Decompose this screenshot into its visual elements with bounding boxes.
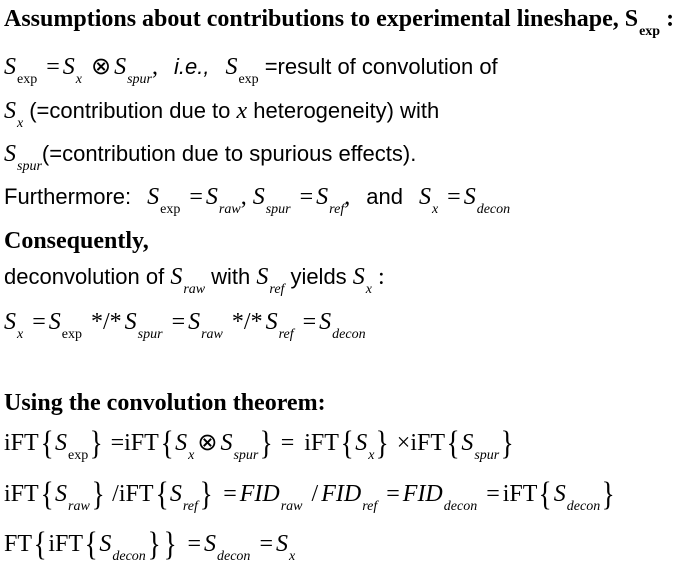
sub-raw: raw: [68, 499, 90, 514]
sub-raw: raw: [201, 327, 223, 342]
result-text: =result of convolution of: [264, 54, 498, 79]
sub-x: x: [17, 327, 24, 342]
sub-ref: ref: [269, 282, 285, 297]
equals-sign: =: [280, 430, 295, 456]
inverse-ft: iFT: [304, 430, 339, 456]
sub-x: x: [431, 202, 439, 217]
contribution-x-line: [4, 96, 440, 131]
symbol-s: S: [256, 264, 269, 290]
equals-sign: =: [447, 184, 461, 210]
division-slash: /: [112, 481, 119, 507]
deconvolution-operator: */*: [90, 309, 122, 335]
sub-spur: spur: [233, 448, 259, 463]
heading-subscript: exp: [639, 24, 661, 39]
sub-ref: ref: [329, 202, 345, 217]
with-text: with: [211, 264, 257, 289]
symbol-s: S: [99, 531, 112, 557]
sub-x: x: [368, 448, 375, 463]
symbol-s: S: [355, 430, 368, 456]
sub-decon: decon: [112, 549, 146, 564]
consequently-heading: Consequently,: [4, 228, 149, 254]
symbol-s: S: [4, 141, 16, 167]
inverse-ft: iFT: [4, 481, 39, 507]
symbol-s: S: [48, 309, 61, 335]
colon: :: [378, 264, 385, 290]
sub-exp: exp: [238, 72, 259, 87]
theorem-equation-2: $iFT\{S_{raw}\} /iFT\{S_{ref}\} = FID_{raw} / FID_{ref} = FID_{decon} = iFT\{S_{decon}\}$: [4, 476, 615, 514]
sub-raw: raw: [183, 282, 206, 297]
symbol-s: S: [4, 309, 16, 335]
heading-colon: :: [660, 6, 675, 32]
symbol-s: S: [170, 264, 183, 290]
sub-x: x: [188, 448, 195, 463]
variable-x: x: [236, 98, 248, 124]
times-sign: ×: [396, 430, 411, 456]
comma: ,: [152, 54, 158, 80]
symbol-s: S: [55, 481, 68, 507]
fid-symbol: FID: [239, 481, 280, 507]
equals-sign: =: [302, 309, 317, 335]
heading-line: [4, 4, 675, 39]
symbol-s: S: [463, 184, 476, 210]
theorem-heading: Using the convolution theorem: [4, 390, 318, 416]
symbol-s: S: [316, 184, 329, 210]
symbol-s: S: [225, 54, 238, 80]
sub-decon: decon: [332, 327, 366, 342]
contribution-x-text: (=contribution due to: [29, 98, 237, 123]
contribution-x-text-end: heterogeneity) with: [247, 98, 440, 123]
symbol-s: S: [205, 184, 218, 210]
sub-decon: decon: [217, 549, 251, 564]
sub-exp: exp: [17, 72, 38, 87]
inverse-ft: iFT: [118, 481, 154, 507]
sub-spur: spur: [127, 72, 152, 87]
contribution-spur-text: (=contribution due to spurious effects).: [41, 141, 417, 166]
sub-x: x: [365, 282, 373, 297]
definition-line: [4, 52, 498, 87]
equals-sign: =: [299, 184, 314, 210]
symbol-s: S: [169, 481, 182, 507]
sub-decon: decon: [443, 499, 478, 514]
ie-text: i.e.,: [174, 54, 210, 79]
symbol-s: S: [275, 531, 288, 557]
sub-exp: exp: [68, 448, 89, 463]
yields-text: yields: [290, 264, 353, 289]
convolution-operator: ⊗: [90, 54, 112, 80]
division-slash: /: [311, 481, 319, 507]
sub-decon: decon: [566, 499, 601, 514]
sub-exp: exp: [61, 327, 82, 342]
furthermore-line: [4, 182, 511, 217]
deconvolution-equation: [4, 307, 366, 342]
comma: ,: [240, 184, 247, 210]
sub-ref: ref: [362, 499, 378, 514]
heading-text: Assumptions about contributions to experimental lineshape, S: [4, 6, 639, 32]
theorem-colon: :: [317, 390, 326, 416]
sub-x: x: [75, 72, 82, 87]
sub-spur: spur: [474, 448, 500, 463]
inverse-ft: iFT: [124, 430, 159, 456]
theorem-equation-1: $iFT\{S_{exp}\} =iFT\{S_x$ ⊗ $S_{spur}\} = iFT\{S_x\} \times iFT\{S_{spur}\}$: [4, 425, 514, 463]
theorem-heading-line: [4, 388, 326, 418]
sub-x: x: [288, 549, 296, 564]
symbol-s: S: [62, 54, 75, 80]
symbol-s: S: [188, 309, 201, 335]
deconvolution-text: deconvolution of: [4, 264, 171, 289]
symbol-s: S: [147, 184, 160, 210]
consequently-line: [4, 226, 149, 256]
equals-sign: =: [223, 481, 237, 507]
sub-ref: ref: [182, 499, 198, 514]
symbol-s: S: [352, 264, 365, 290]
symbol-s: S: [204, 531, 216, 557]
symbol-s: S: [461, 430, 474, 456]
symbol-s: S: [553, 481, 566, 507]
symbol-s: S: [319, 309, 332, 335]
fid-symbol: FID: [321, 481, 362, 507]
sub-raw: raw: [280, 499, 303, 514]
symbol-s: S: [55, 430, 68, 456]
symbol-s: S: [265, 309, 278, 335]
symbol-s: S: [418, 184, 431, 210]
inverse-ft: iFT: [410, 430, 446, 456]
equals-sign: =: [259, 531, 273, 557]
sub-ref: ref: [278, 327, 294, 342]
forward-ft: FT: [4, 531, 33, 557]
symbol-s: S: [4, 98, 16, 124]
symbol-s: S: [220, 430, 233, 456]
equals-sign: =: [46, 54, 60, 80]
equals-sign: =: [486, 481, 500, 507]
sub-spur: spur: [265, 202, 291, 217]
symbol-s: S: [114, 54, 127, 80]
deconvolution-line: [4, 262, 385, 297]
symbol-s: S: [252, 184, 265, 210]
inverse-ft: iFT: [4, 430, 39, 456]
equals-sign: =: [386, 481, 400, 507]
deconvolution-operator: */*: [231, 309, 263, 335]
contribution-spur-line: [4, 139, 417, 174]
equals-sign: =: [187, 531, 201, 557]
inverse-ft: iFT: [502, 481, 538, 507]
symbol-s: S: [175, 430, 188, 456]
equals-sign: =: [32, 309, 46, 335]
comma: ,: [344, 184, 351, 210]
sub-exp: exp: [160, 202, 181, 217]
sub-raw: raw: [218, 202, 241, 217]
sub-decon: decon: [476, 202, 511, 217]
symbol-s: S: [4, 54, 16, 80]
equals-sign: =: [189, 184, 203, 210]
equals-sign: =: [171, 309, 186, 335]
theorem-equation-3: $FT\{iFT\{S_{decon}\}\} = S_{decon} = S_x$: [4, 526, 296, 564]
furthermore-text: Furthermore:: [4, 184, 132, 209]
symbol-s: S: [124, 309, 137, 335]
convolution-operator: ⊗: [197, 430, 218, 456]
equals-sign: =: [110, 430, 125, 456]
sub-spur: spur: [137, 327, 163, 342]
and-text: and: [366, 184, 403, 209]
sub-spur: spur: [17, 159, 42, 174]
sub-x: x: [17, 116, 24, 131]
inverse-ft: iFT: [48, 531, 84, 557]
fid-symbol: FID: [402, 481, 443, 507]
